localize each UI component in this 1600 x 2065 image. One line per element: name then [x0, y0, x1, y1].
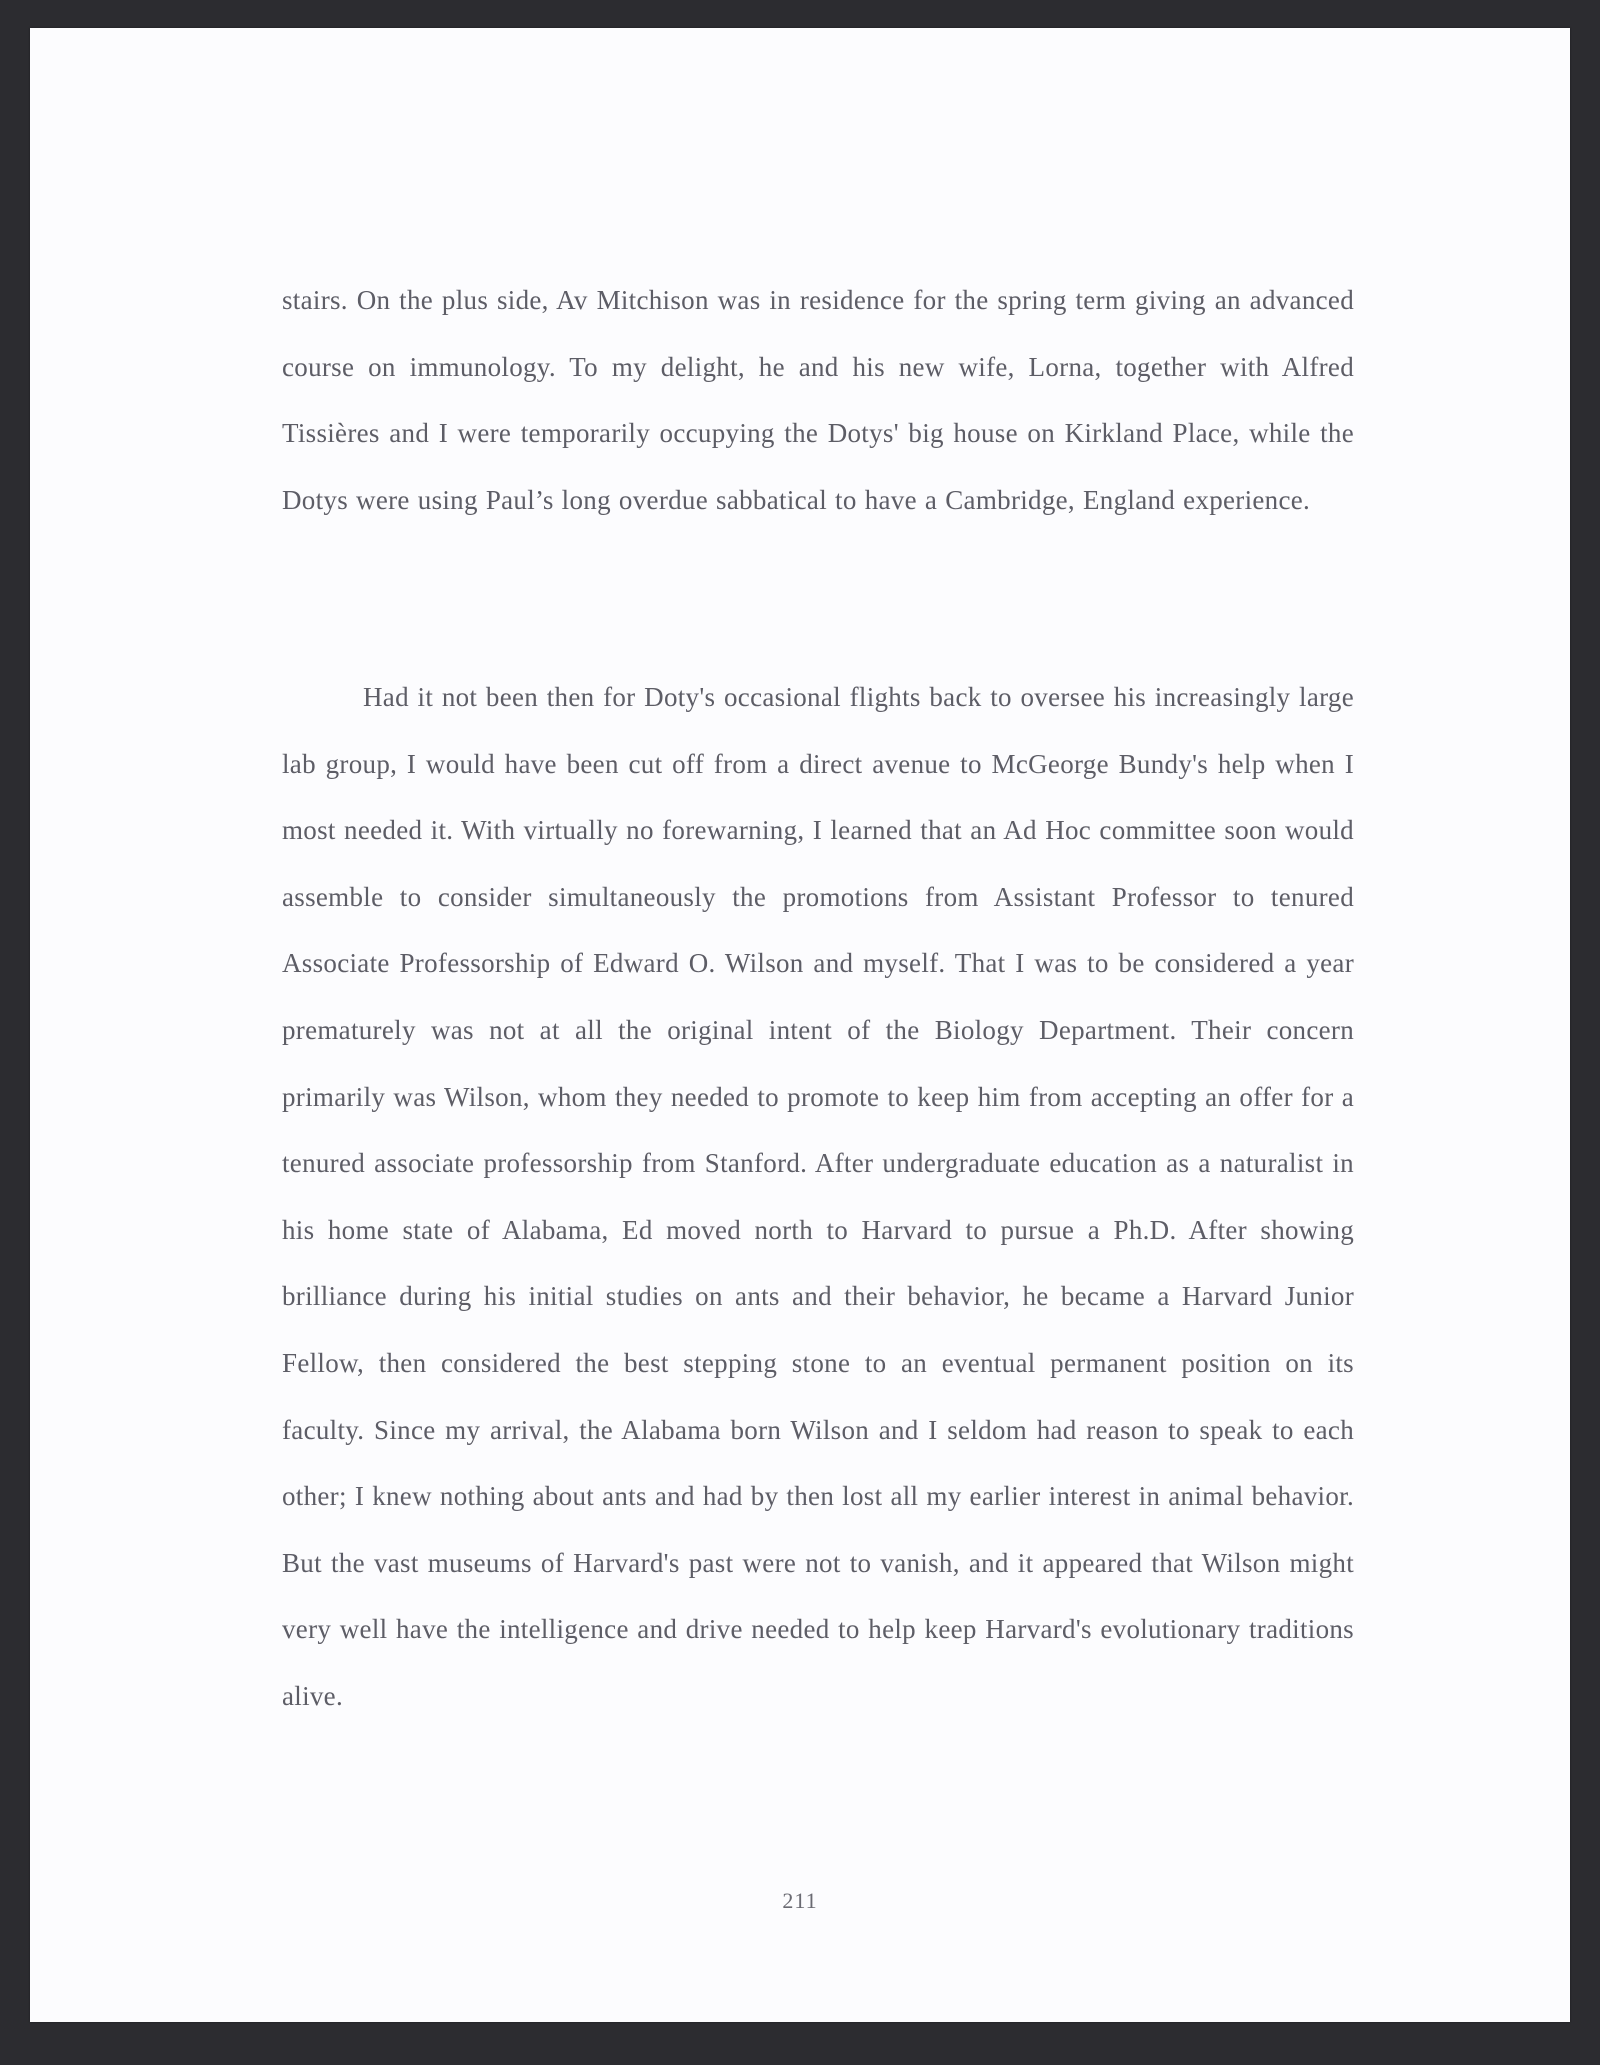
paragraph-2: Had it not been then for Doty's occasional flights back to oversee his increasingly large lab group, I would have been cut off from a direct avenue to McGeorge Bundy's help when I most needed it. With virtually no forewarning, I learned that an Ad Hoc committee soon would assemble to consider simultaneously the promotions from Assistant Professor to tenured Associate Professorship of Edward O. Wilson and myself. That I was to be considered a year prematurely was not at all the original intent of the Biology Department. Their concern primarily was Wilson, whom they needed to promote to keep him from accepting an offer for a tenured associate professorship from Stanford. After undergraduate education as a naturalist in his home state of Alabama, Ed moved north to Harvard to pursue a Ph.D. After showing brilliance during his initial studies on ants and their behavior, he became a Harvard Junior Fellow, then considered the best stepping stone to an eventual permanent position on its faculty. Since my arrival, the Alabama born Wilson and I seldom had reason to speak to each other; I knew nothing about ants and had by then lost all my earlier interest in animal behavior. But the vast museums of Harvard's past were not to vanish, and it appeared that Wilson might very well have the intelligence and drive needed to help keep Harvard's evolutionary traditions alive. [282, 682, 1354, 1711]
document-page [30, 28, 1570, 2022]
page-number: 211 [782, 1888, 818, 1913]
paragraph-1: stairs. On the plus side, Av Mitchison was in residence for the spring term giving an advanced course on immunology. To my delight, he and his new wife, Lorna, together with Alfred Tissières and I were temporarily occupying the Dotys' big house on Kirkland Place, while the Dotys were using Paul’s long overdue sabbatical to have a Cambridge, England experience. [282, 285, 1354, 515]
